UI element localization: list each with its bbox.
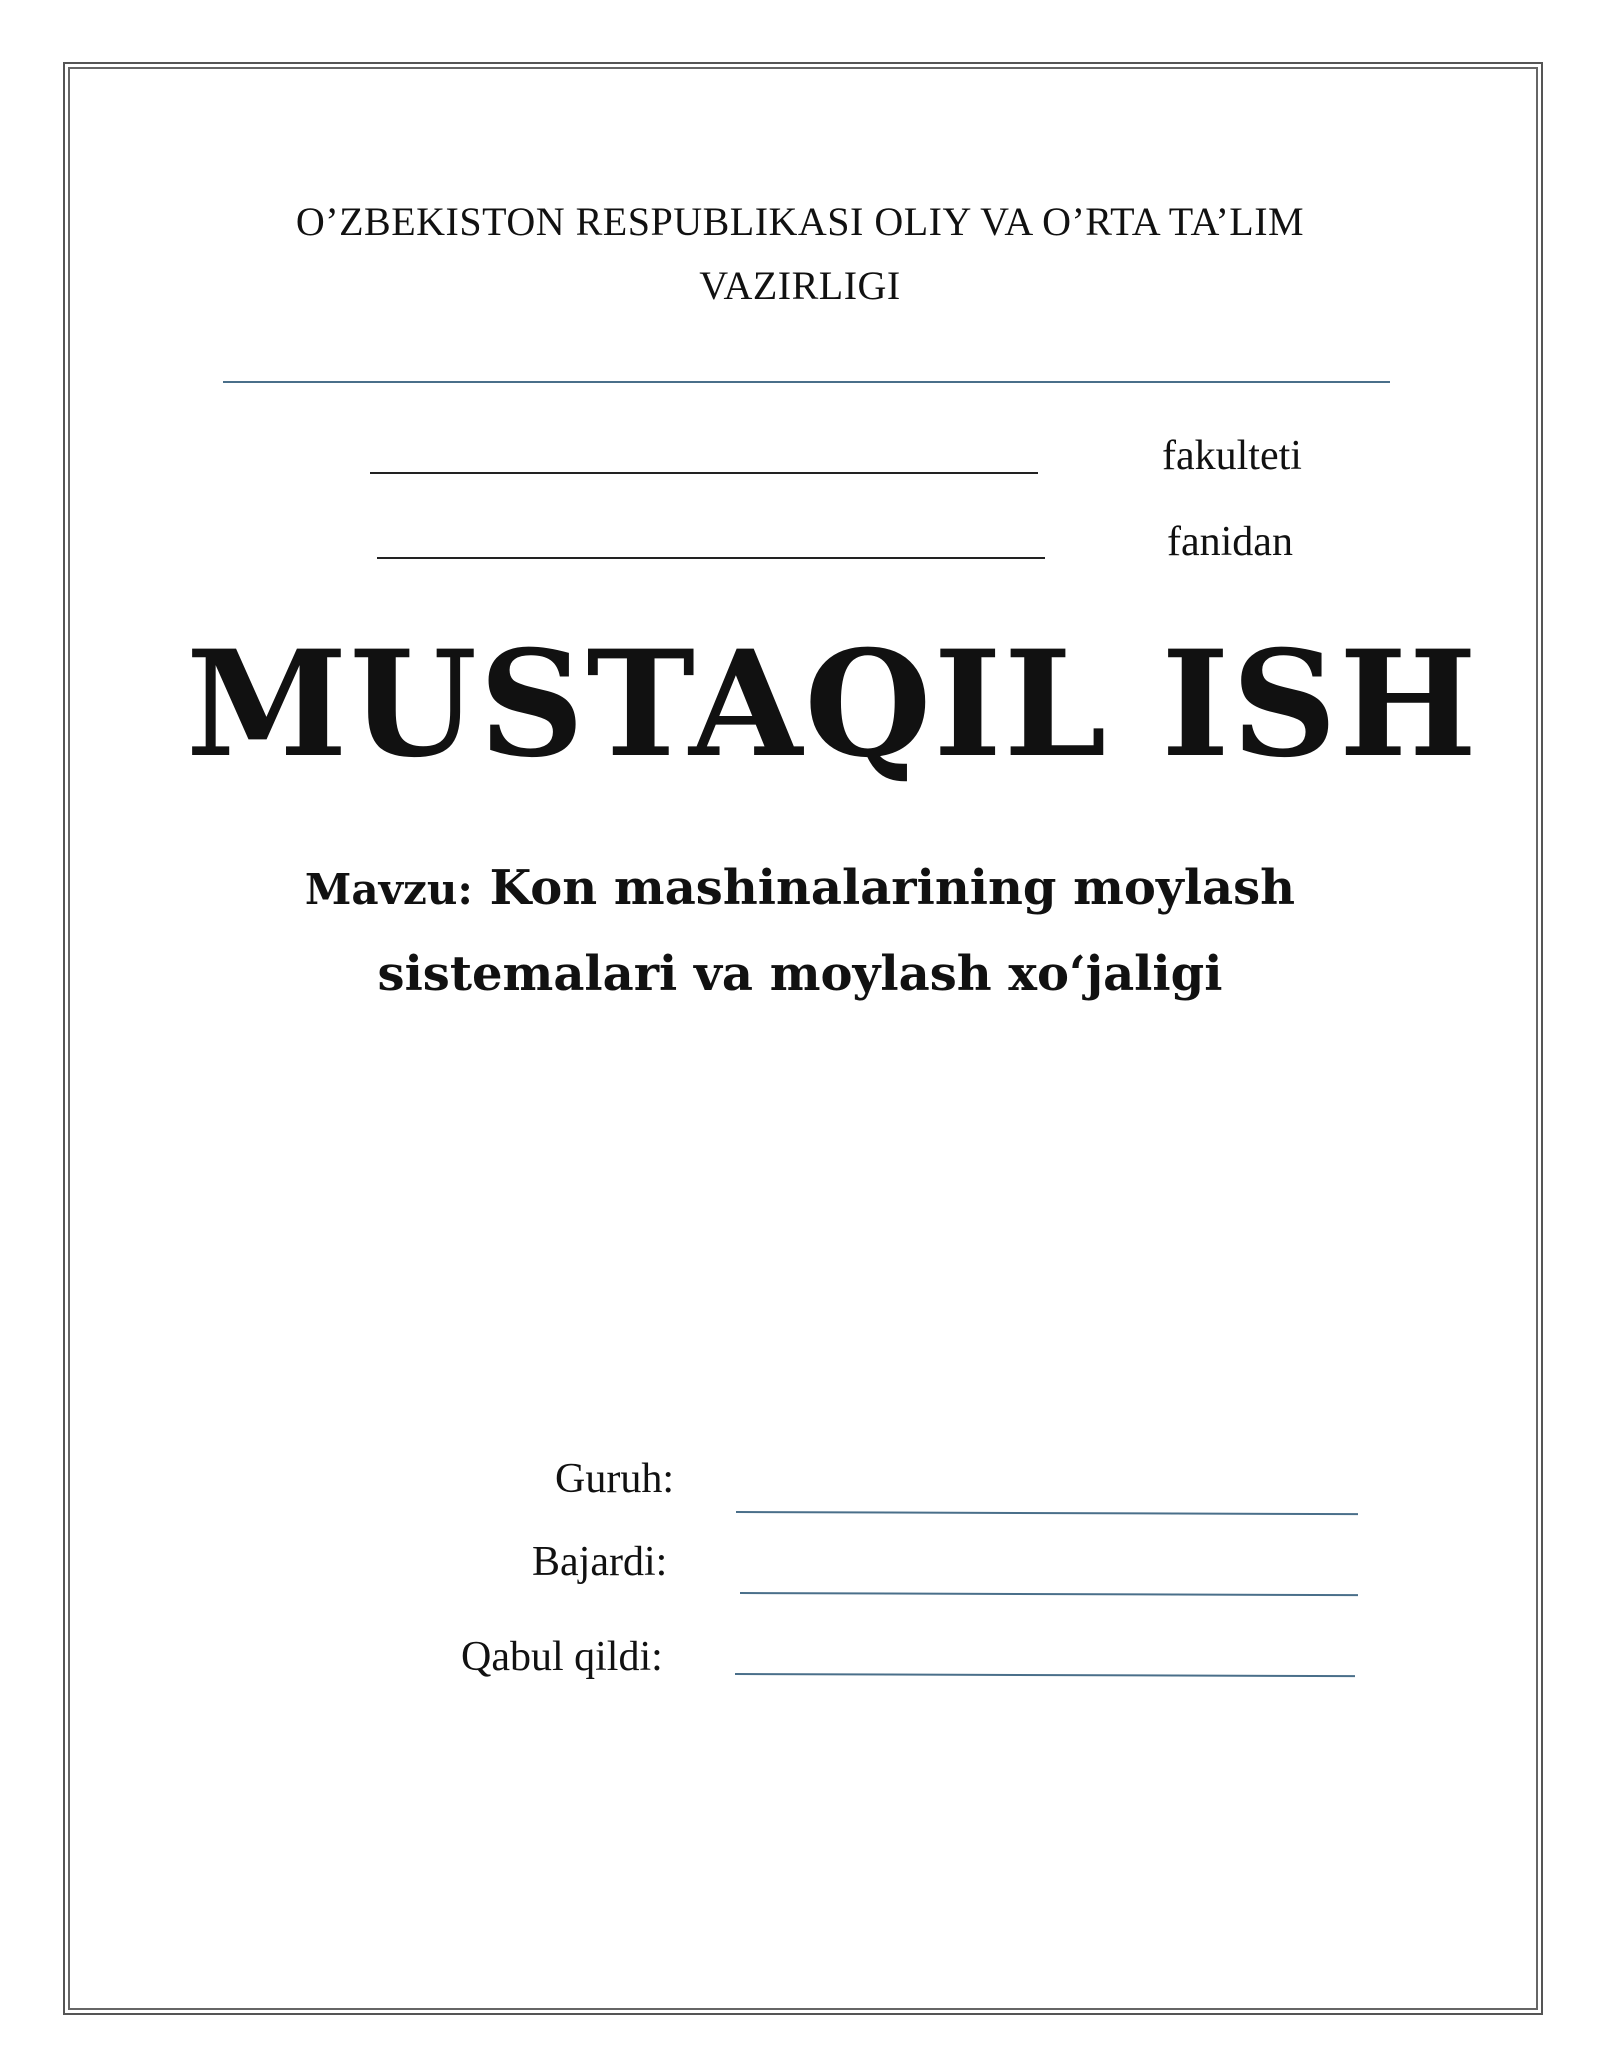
faculty-blank-line (370, 472, 1038, 474)
group-label: Guruh: (555, 1456, 674, 1502)
document-title: MUSTAQIL ISH (186, 619, 1479, 790)
ministry-line-1: O’ZBEKISTON RESPUBLIKASI OLIY VA O’RTA TA’LIM (295, 199, 1305, 244)
accepted-by-label: Qabul qildi: (461, 1634, 663, 1680)
institution-rule (223, 381, 1390, 383)
subject-blank-line (377, 557, 1045, 559)
ministry-heading (180, 190, 1420, 318)
topic-line-2: sistemalari va moylash xo‘jaligi (377, 946, 1223, 1002)
faculty-label: fakulteti (1162, 433, 1302, 479)
topic-prefix: Mavzu: (304, 865, 473, 914)
subject-label: fanidan (1167, 519, 1293, 565)
topic-block (250, 846, 1350, 1016)
done-by-label: Bajardi: (532, 1539, 668, 1585)
ministry-line-2: VAZIRLIGI (699, 263, 901, 308)
topic-line-1: Kon mashinalarining moylash (489, 860, 1296, 916)
page-border-inner (68, 67, 1538, 2010)
